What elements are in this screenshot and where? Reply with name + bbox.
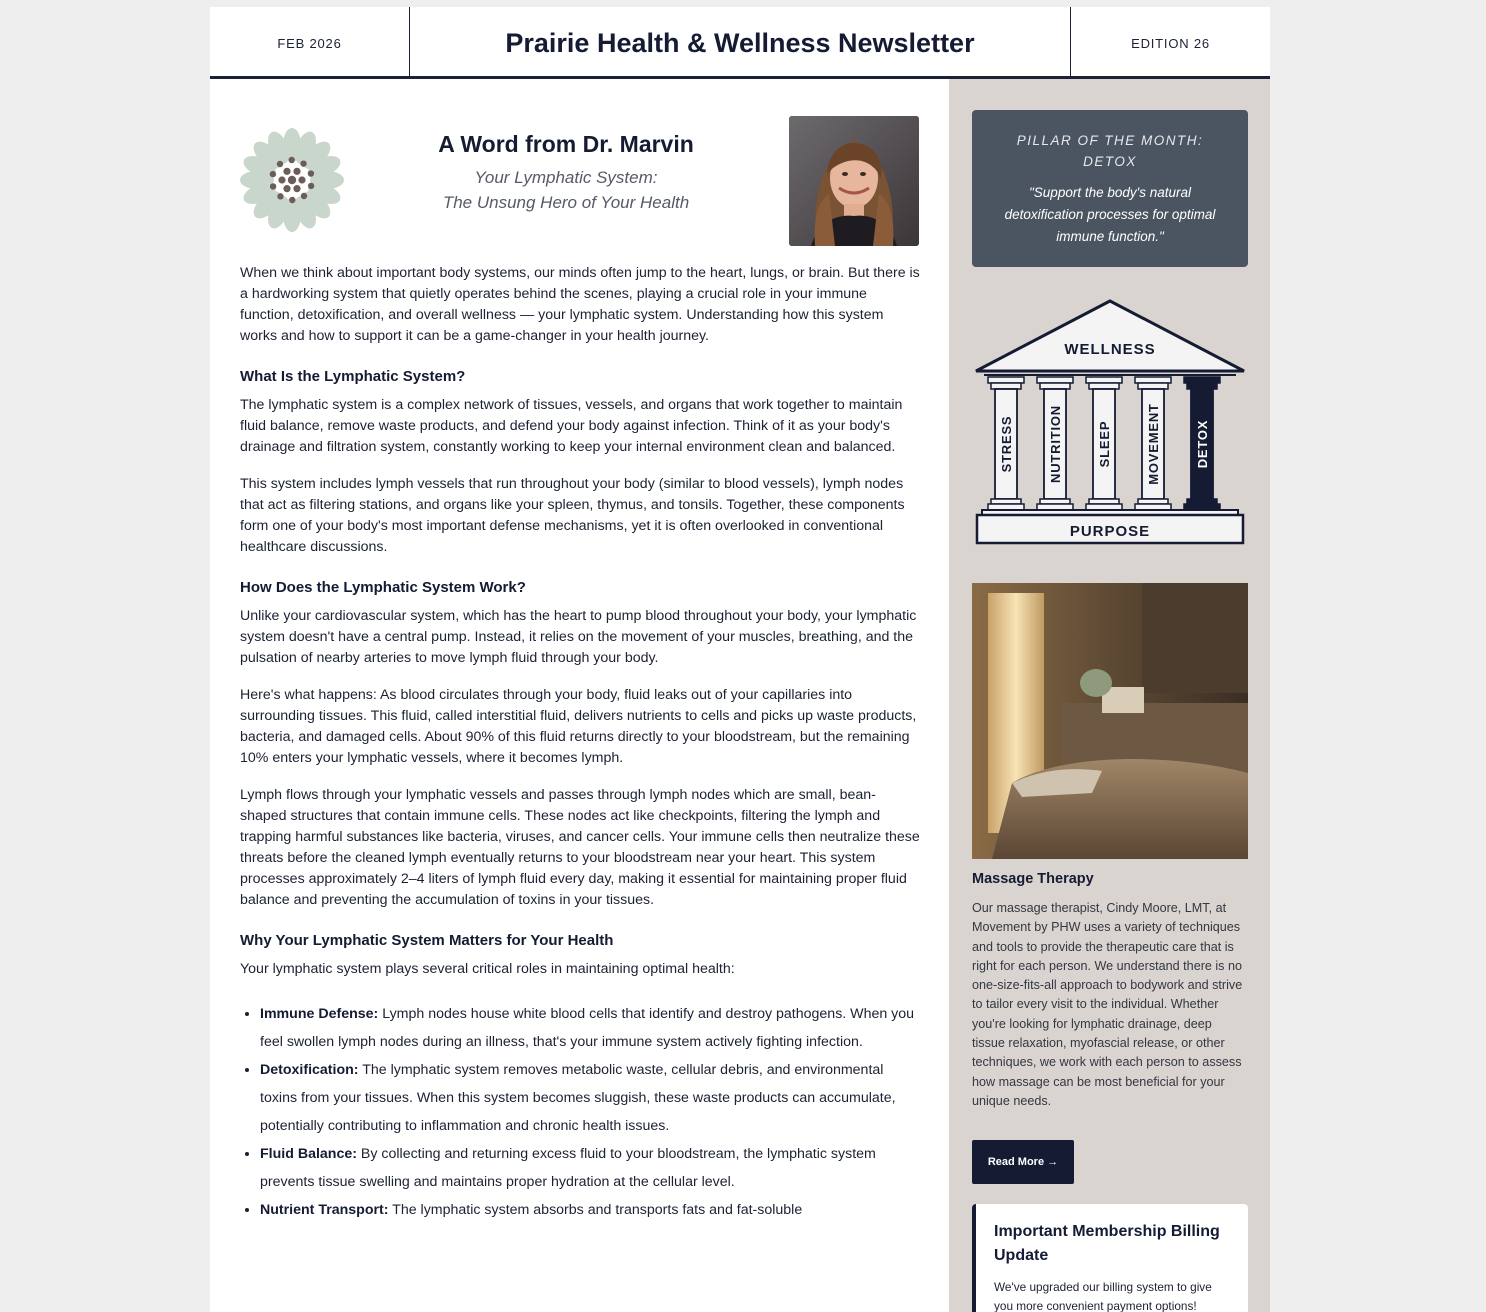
article-paragraph: Your lymphatic system plays several critical roles in maintaining optimal health: (240, 961, 735, 977)
newsletter-page (210, 7, 1270, 1312)
article-paragraph: Here's what happens: As blood circulates through your body, fluid leaks out of your capillaries into surrounding tissues. This fluid, called interstitial fluid, delivers nutrients to cells and picks up waste products, bacteria, and damaged cells. About 90% of this fluid returns directly to your bloodstream, but the remaining 10% enters your lymphatic vessels, where it becomes lymph. (240, 687, 917, 766)
feature-subtitle (410, 165, 722, 215)
list-item-text: By collecting and returning excess fluid to your bloodstream, the lymphatic system prevents tissue swelling and maintains proper hydration at the cellular level. (260, 1146, 876, 1190)
feature-subtitle-line2: The Unsung Hero of Your Health (442, 193, 690, 212)
logo-dot (289, 197, 295, 203)
logo-dot (293, 168, 300, 175)
list-item (260, 1196, 920, 1224)
pillar-label-line1: PILLAR OF THE MONTH: (1016, 133, 1204, 148)
feature-subtitle-line1: Your Lymphatic System: (474, 168, 658, 187)
flower-logo-icon (240, 128, 344, 232)
logo-dot (288, 176, 296, 184)
temple-roof-label: WELLNESS (1064, 341, 1156, 358)
list-item-term: Immune Defense: (260, 1006, 379, 1022)
wellness-temple-diagram (972, 297, 1248, 553)
logo-dot (301, 193, 307, 199)
list-item (260, 1140, 920, 1196)
logo-dot (293, 185, 300, 192)
logo-dot (270, 171, 276, 177)
main-column (210, 79, 949, 1312)
article-paragraph: This system includes lymph vessels that run throughout your body (similar to blood vessels), lymph nodes that act as filtering stations, and organs like your spleen, thymus, and tonsils. Together, these components form one of your body's most important defense mechanisms, yet it is often overlooked in conventional healthcare discussions. (240, 476, 905, 555)
pillar-label (990, 130, 1230, 172)
logo-dot (300, 160, 306, 166)
newsletter-title: Prairie Health & Wellness Newsletter (505, 27, 975, 58)
logo-dot (270, 183, 276, 189)
read-more-button[interactable]: Read More → (972, 1140, 1074, 1184)
list-item-term: Detoxification: (260, 1062, 359, 1078)
temple-pillar-label: STRESS (999, 415, 1014, 473)
logo-dot (308, 183, 314, 189)
logo-dot (283, 168, 290, 175)
billing-text: We've upgraded our billing system to give you more convenient payment options! (994, 1280, 1212, 1312)
list-item-text: The lymphatic system removes metabolic waste, cellular debris, and environmental toxins from your tissues. When this system becomes sluggish, these waste products can accumulate, potentially contributing to inflammation and chronic health issues. (260, 1062, 896, 1134)
list-item-term: Fluid Balance: (260, 1146, 357, 1162)
article-intro: When we think about important body systems, our minds often jump to the heart, lungs, or brain. But there is a hardworking system that quietly operates behind the scenes, playing a crucial role in your immune function, detoxification, and overall wellness — your lymphatic system. Understanding how this system works and how to support it can be a game-changer in your health journey. (240, 265, 920, 344)
sidebar (949, 79, 1270, 1312)
massage-title: Massage Therapy (972, 871, 1094, 887)
temple-pillar-label: SLEEP (1097, 420, 1112, 468)
temple-base-label: PURPOSE (1069, 523, 1151, 540)
list-item-text: The lymphatic system absorbs and transports fats and fat-soluble (388, 1202, 803, 1218)
list-item-text: Lymph nodes house white blood cells that identify and destroy pathogens. When you feel swollen lymph nodes during an illness, that's your immune system actively fighting infection. (260, 1006, 915, 1050)
benefits-list (260, 1000, 920, 1224)
article-paragraph: Unlike your cardiovascular system, which has the heart to pump blood throughout your body, your lymphatic system doesn't have a central pump. Instead, it relies on the movement of your muscles, breathing, and the pulsation of nearby arteries to move lymph fluid through your body. (240, 608, 917, 666)
temple-pillar-stress (988, 377, 1024, 510)
logo-dot (298, 176, 305, 183)
temple-pillar-label: DETOX (1195, 419, 1210, 469)
logo-dot (277, 193, 283, 199)
list-item (260, 1056, 920, 1140)
pillar-of-the-month (972, 110, 1248, 267)
temple-pillar-label: MOVEMENT (1146, 403, 1161, 485)
section-heading-why: Why Your Lymphatic System Matters for Your Health (240, 932, 614, 949)
author-photo (789, 116, 919, 246)
temple-roof (976, 301, 1244, 371)
logo-dot (278, 176, 285, 183)
pillar-label-line2: DETOX (1083, 154, 1137, 169)
article-body (240, 263, 920, 1224)
list-item-term: Nutrient Transport: (260, 1202, 389, 1218)
masthead (210, 7, 1270, 79)
feature-title: A Word from Dr. Marvin (438, 131, 694, 157)
temple-pillar-label: NUTRITION (1048, 405, 1063, 483)
temple-pillar-detox (1184, 377, 1220, 510)
logo-dot (308, 170, 314, 176)
logo-dot (289, 157, 295, 163)
massage-room-photo (972, 583, 1248, 859)
list-item (260, 1000, 920, 1056)
temple-pillar-movement (1135, 377, 1171, 510)
article-paragraph: The lymphatic system is a complex network of tissues, vessels, and organs that work together to maintain fluid balance, remove waste products, and defend your body against infection. Think of it as your body's drainage and filtration system, constantly working to keep your internal environment clean and balanced. (240, 397, 903, 455)
section-heading-how: How Does the Lymphatic System Work? (240, 579, 526, 596)
issue-date: FEB 2026 (210, 7, 410, 79)
massage-description: Our massage therapist, Cindy Moore, LMT, at Movement by PHW uses a variety of techniques and tools to provide the therapeutic care that is right for each person. We understand there is no one-size-fits-all approach to bodywork and strive to tailor every visit to the individual. Whether you're looking for lymphatic drainage, deep tissue relaxation, myofascial release, or other techniques, we work with each person to assess how massage can be most beneficial for your unique needs. (972, 901, 1243, 1108)
pillar-quote: "Support the body's natural detoxification processes for optimal immune function." (1004, 185, 1216, 244)
section-heading-what: What Is the Lymphatic System? (240, 368, 466, 385)
billing-title: Important Membership Billing Update (994, 1223, 1220, 1264)
article-paragraph: Lymph flows through your lymphatic vessels and passes through lymph nodes which are small, bean-shaped structures that contain immune cells. These nodes act like checkpoints, filtering the lymph and trapping harmful substances like bacteria, viruses, and cancer cells. Your immune cells then neutralize these threats before the cleaned lymph eventually returns to your bloodstream near your heart. This system processes approximately 2–4 liters of lymph fluid every day, making it essential for maintaining proper fluid balance and preventing the accumulation of toxins in your tissues. (240, 787, 920, 908)
logo-dot (283, 185, 290, 192)
logo-dot (277, 161, 283, 167)
temple-pillar-nutrition (1037, 377, 1073, 510)
edition-number: EDITION 26 (1070, 7, 1270, 79)
temple-pillar-sleep (1086, 377, 1122, 510)
billing-update-card (972, 1204, 1248, 1312)
